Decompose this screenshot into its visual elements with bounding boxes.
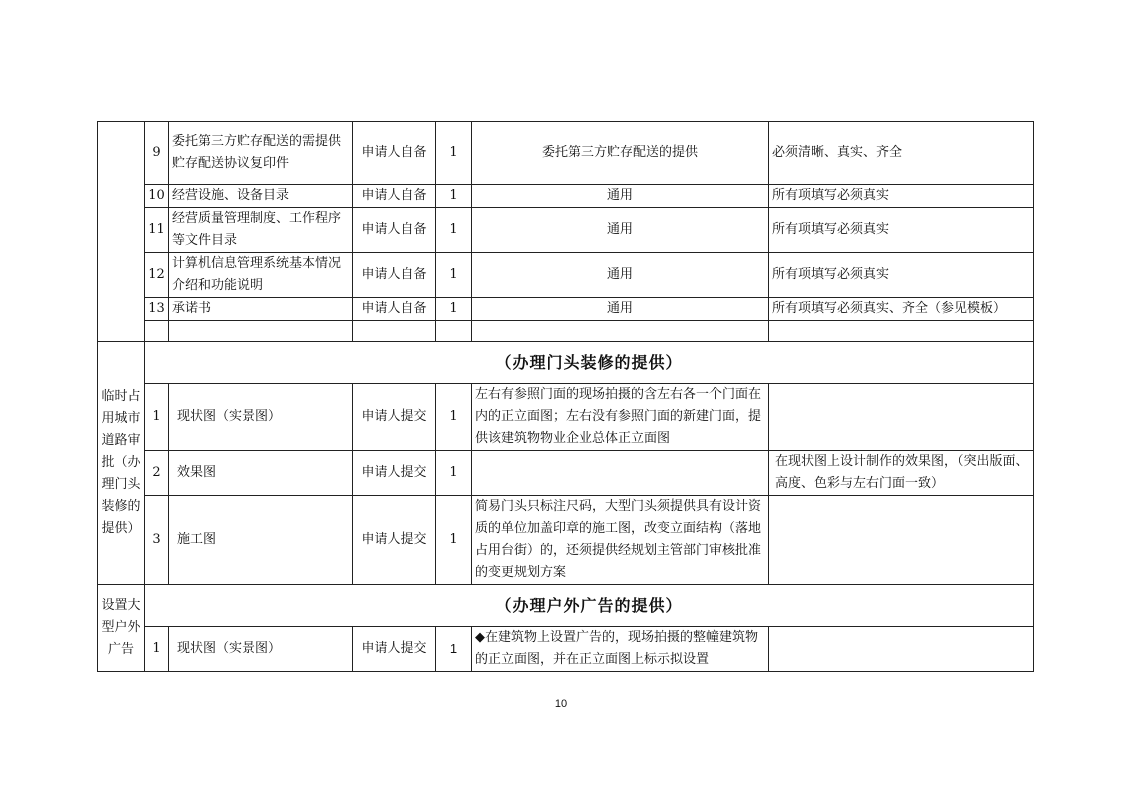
material-requirement: 在现状图上设计制作的效果图，（突出版面、高度、色彩与左右门面一致）: [769, 451, 1034, 496]
row-number: 3: [145, 496, 169, 585]
material-quantity: 1: [436, 451, 472, 496]
material-requirement: [769, 627, 1034, 672]
material-condition: ◆在建筑物上设置广告的，现场拍摄的整幢建筑物的正立面图，并在正立面图上标示拟设置: [472, 627, 769, 672]
row-number: 9: [145, 122, 169, 185]
material-name: 计算机信息管理系统基本情况介绍和功能说明: [169, 253, 353, 298]
material-condition: 简易门头只标注尺码，大型门头须提供具有设计资质的单位加盖印章的施工图，改变立面结构（落地占用台街）的，还须提供经规划主管部门审核批准的变更规划方案: [472, 496, 769, 585]
table-row: [98, 384, 1034, 451]
material-condition: 左右有参照门面的现场拍摄的含左右各一个门面在内的正立面图；左右没有参照门面的新建门面，提供该建筑物物业企业总体正立面图: [472, 384, 769, 451]
page-number: 10: [554, 698, 568, 710]
material-quantity: 1: [436, 122, 472, 185]
material-requirement: 必须清晰、真实、齐全: [769, 122, 1034, 185]
material-source: 申请人自备: [353, 185, 436, 208]
material-condition: 通用: [472, 298, 769, 321]
section-header-row: [98, 342, 1034, 384]
table-row: [98, 627, 1034, 672]
material-source: 申请人提交: [353, 496, 436, 585]
material-quantity: 1: [436, 627, 472, 672]
table-row: [98, 253, 1034, 298]
material-quantity: 1: [436, 298, 472, 321]
category-label-billboard: 设置大型户外广告: [98, 585, 145, 672]
material-quantity: 1: [436, 208, 472, 253]
material-condition: 通用: [472, 208, 769, 253]
material-name: 承诺书: [169, 298, 353, 321]
material-requirement: 所有项填写必须真实: [769, 253, 1034, 298]
material-name: 现状图（实景图）: [169, 627, 353, 672]
material-source: 申请人提交: [353, 384, 436, 451]
table-row-empty: [98, 321, 1034, 342]
category-cell-empty: [98, 122, 145, 342]
materials-table: [97, 121, 1034, 672]
material-condition: 委托第三方贮存配送的提供: [472, 122, 769, 185]
section-heading-storefront: （办理门头装修的提供）: [145, 342, 1034, 384]
table-row: [98, 496, 1034, 585]
material-source: 申请人自备: [353, 253, 436, 298]
section-header-row: [98, 585, 1034, 627]
material-quantity: 1: [436, 185, 472, 208]
row-number: 2: [145, 451, 169, 496]
material-quantity: 1: [436, 496, 472, 585]
material-name: 委托第三方贮存配送的需提供贮存配送协议复印件: [169, 122, 353, 185]
table-row: [98, 122, 1034, 185]
material-name: 经营质量管理制度、工作程序等文件目录: [169, 208, 353, 253]
table-row: [98, 298, 1034, 321]
material-name: 效果图: [169, 451, 353, 496]
material-requirement: [769, 384, 1034, 451]
material-source: 申请人自备: [353, 208, 436, 253]
table-row: [98, 451, 1034, 496]
category-label-storefront: 临时占用城市道路审批（办理门头装修的提供）: [98, 342, 145, 585]
material-name: 经营设施、设备目录: [169, 185, 353, 208]
material-requirement: [769, 496, 1034, 585]
material-requirement: 所有项填写必须真实: [769, 208, 1034, 253]
material-requirement: 所有项填写必须真实、齐全（参见模板）: [769, 298, 1034, 321]
row-number: 1: [145, 384, 169, 451]
material-source: 申请人自备: [353, 298, 436, 321]
section-heading-billboard: （办理户外广告的提供）: [145, 585, 1034, 627]
table-row: [98, 185, 1034, 208]
material-condition: [472, 451, 769, 496]
row-number: 1: [145, 627, 169, 672]
material-source: 申请人自备: [353, 122, 436, 185]
material-quantity: 1: [436, 384, 472, 451]
material-source: 申请人提交: [353, 451, 436, 496]
material-name: 现状图（实景图）: [169, 384, 353, 451]
row-number: 13: [145, 298, 169, 321]
material-condition: 通用: [472, 253, 769, 298]
material-requirement: 所有项填写必须真实: [769, 185, 1034, 208]
material-source: 申请人提交: [353, 627, 436, 672]
row-number: 12: [145, 253, 169, 298]
row-number: 11: [145, 208, 169, 253]
row-number: 10: [145, 185, 169, 208]
material-quantity: 1: [436, 253, 472, 298]
material-condition: 通用: [472, 185, 769, 208]
material-name: 施工图: [169, 496, 353, 585]
table-row: [98, 208, 1034, 253]
